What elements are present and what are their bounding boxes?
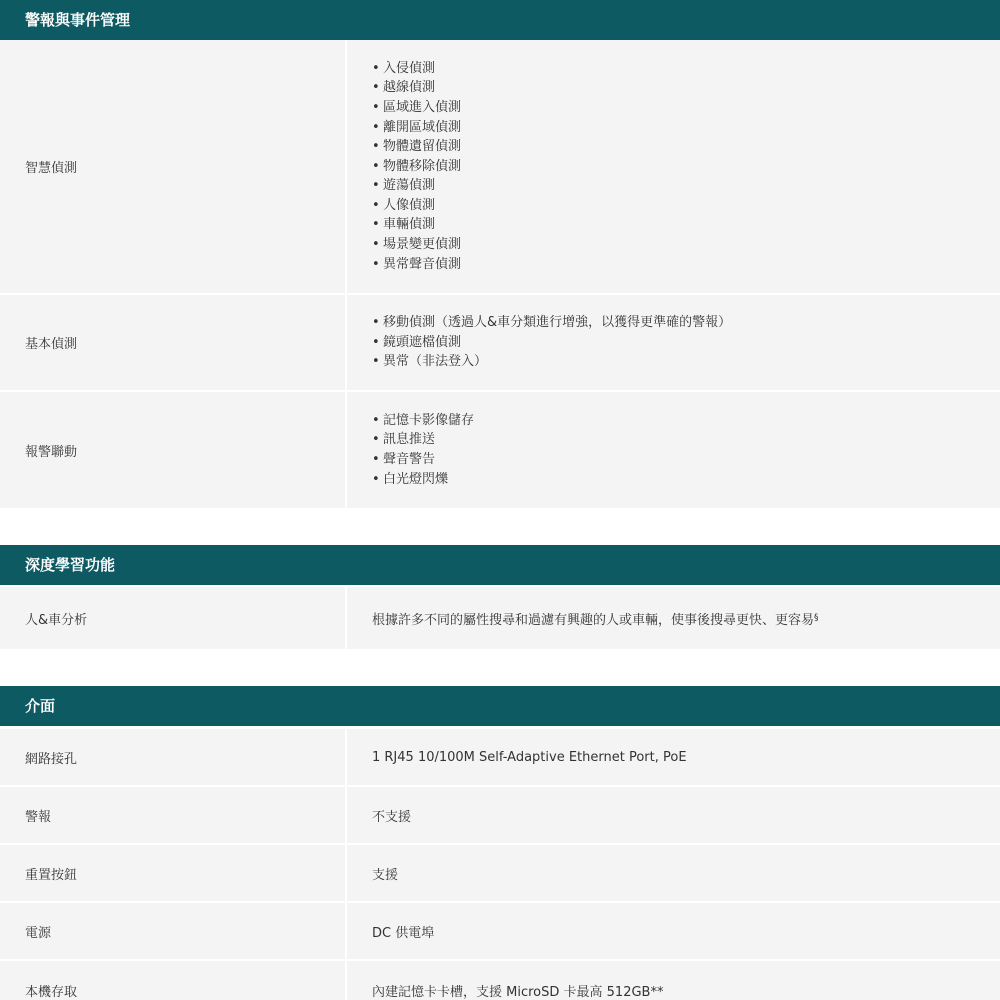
list-item: • 移動偵測（透過人&車分類進行增強，以獲得更準確的警報） (372, 313, 731, 333)
footnote-mark: § (814, 613, 819, 623)
spec-row-smart-detection (0, 40, 1000, 293)
row-value: 支援 (347, 845, 1000, 901)
row-value: 1 RJ45 10/100M Self-Adaptive Ethernet Port, PoE (347, 729, 1000, 785)
row-value: 內建記憶卡卡槽，支援 MicroSD 卡最高 512GB** (347, 961, 1000, 1000)
row-label: 網路接孔 (0, 729, 345, 785)
list-item: • 異常聲音偵測 (372, 255, 461, 275)
bullet-list (372, 313, 731, 372)
section-header-deep-learning: 深度學習功能 (0, 545, 1000, 585)
row-value: DC 供電埠 (347, 903, 1000, 959)
row-value (347, 40, 1000, 293)
row-value (347, 295, 1000, 390)
spec-row-network-port (0, 729, 1000, 785)
list-item: • 訊息推送 (372, 430, 474, 450)
list-item: • 遊蕩偵測 (372, 176, 461, 196)
list-item: • 記憶卡影像儲存 (372, 411, 474, 431)
section-header-interface: 介面 (0, 686, 1000, 726)
list-item: • 物體移除偵測 (372, 157, 461, 177)
row-label: 重置按鈕 (0, 845, 345, 901)
list-item: • 車輛偵測 (372, 215, 461, 235)
row-value-text: 根據許多不同的屬性搜尋和過濾有興趣的人或車輛，使事後搜尋更快、更容易 (372, 612, 815, 628)
spec-row-reset-button (0, 845, 1000, 901)
row-label: 人&車分析 (0, 587, 345, 649)
spec-row-local-storage (0, 961, 1000, 1000)
list-item: • 人像偵測 (372, 196, 461, 216)
list-item: • 物體遺留偵測 (372, 137, 461, 157)
row-value (347, 392, 1000, 508)
list-item: • 越線偵測 (372, 78, 461, 98)
spec-row-human-vehicle-analysis (0, 587, 1000, 649)
row-label: 本機存取 (0, 961, 345, 1000)
list-item: • 異常（非法登入） (372, 352, 731, 372)
row-label: 電源 (0, 903, 345, 959)
row-label: 報警聯動 (0, 392, 345, 508)
spec-row-power (0, 903, 1000, 959)
list-item: • 場景變更偵測 (372, 235, 461, 255)
list-item: • 聲音警告 (372, 450, 474, 470)
list-item: • 離開區域偵測 (372, 118, 461, 138)
list-item: • 鏡頭遮檔偵測 (372, 333, 731, 353)
section-header-alarm-event: 警報與事件管理 (0, 0, 1000, 40)
spec-row-alarm-linkage (0, 392, 1000, 508)
list-item: • 入侵偵測 (372, 59, 461, 79)
spec-row-basic-detection (0, 295, 1000, 390)
bullet-list (372, 411, 474, 489)
row-label: 智慧偵測 (0, 40, 345, 293)
row-value (347, 587, 1000, 649)
row-value: 不支援 (347, 787, 1000, 843)
list-item: • 區域進入偵測 (372, 98, 461, 118)
list-item: • 白光燈閃爍 (372, 470, 474, 490)
bullet-list (372, 59, 461, 275)
row-label: 警報 (0, 787, 345, 843)
row-label: 基本偵測 (0, 295, 345, 390)
spec-row-alarm (0, 787, 1000, 843)
